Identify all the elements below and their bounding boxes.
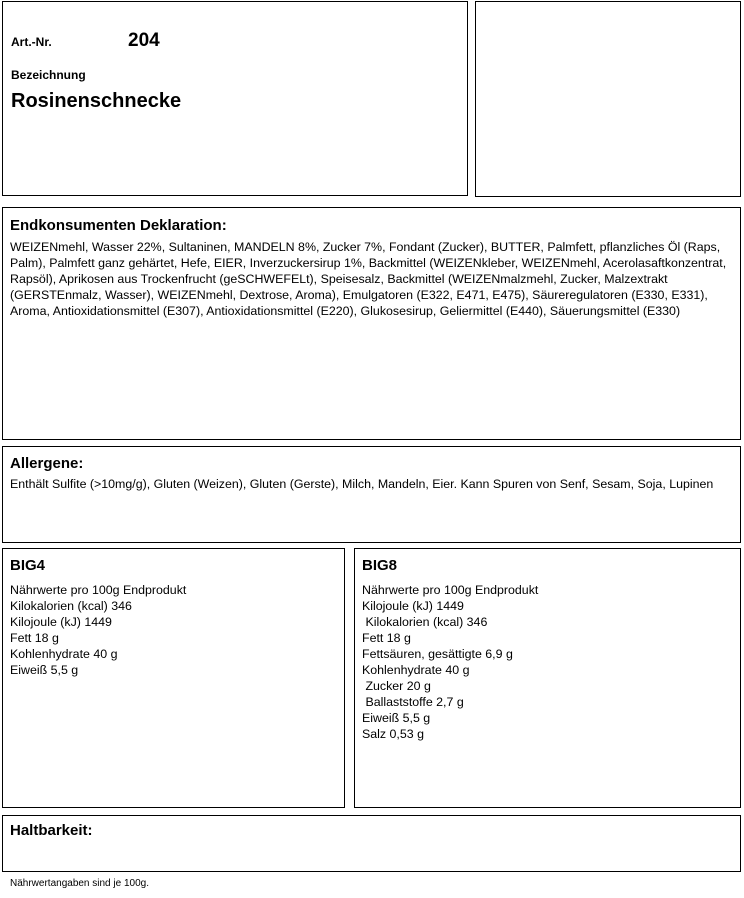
big8-line: Kilokalorien (kcal) 346: [362, 615, 488, 629]
shelf-life-heading: Haltbarkeit:: [10, 822, 93, 839]
big8-line: Salz 0,53 g: [362, 727, 424, 741]
big8-line: Zucker 20 g: [362, 679, 431, 693]
big8-line: Nährwerte pro 100g Endprodukt: [362, 583, 539, 597]
big8-line: Fett 18 g: [362, 631, 411, 645]
big8-line: Fettsäuren, gesättigte 6,9 g: [362, 647, 513, 661]
allergens-box: [2, 446, 741, 543]
big8-line: Kohlenhydrate 40 g: [362, 663, 470, 677]
allergens-heading: Allergene:: [10, 455, 84, 472]
big8-nutrition-list: [362, 582, 538, 742]
article-info-box: [2, 1, 468, 196]
product-name-label: Bezeichnung: [11, 68, 86, 82]
allergens-text: Enthält Sulfite (>10mg/g), Gluten (Weizen), Gluten (Gerste), Milch, Mandeln, Eier. Kann Spuren von Senf, Sesam, Soja, Lupinen: [10, 477, 714, 491]
article-number: 204: [128, 30, 160, 51]
declaration-heading: Endkonsumenten Deklaration:: [10, 217, 227, 234]
product-image-box: [475, 1, 741, 197]
big8-heading: BIG8: [362, 557, 398, 574]
big4-nutrition-box: [2, 548, 345, 808]
product-name: Rosinenschnecke: [11, 90, 182, 112]
declaration-box: [2, 207, 741, 440]
article-number-label: Art.-Nr.: [11, 35, 52, 49]
big4-line: Kilojoule (kJ) 1449: [10, 615, 112, 629]
big4-line: Nährwerte pro 100g Endprodukt: [10, 583, 187, 597]
big4-heading: BIG4: [10, 557, 46, 574]
big4-line: Kilokalorien (kcal) 346: [10, 599, 132, 613]
big8-line: Kilojoule (kJ) 1449: [362, 599, 464, 613]
big4-line: Kohlenhydrate 40 g: [10, 647, 118, 661]
big8-line: Eiweiß 5,5 g: [362, 711, 431, 725]
big8-line: Ballaststoffe 2,7 g: [362, 695, 464, 709]
big4-nutrition-list: [10, 582, 186, 678]
declaration-text: WEIZENmehl, Wasser 22%, Sultaninen, MANDELN 8%, Zucker 7%, Fondant (Zucker), BUTTER, Palmfett, pflanzliches Öl (Raps, Palm), Palmfett ganz gehärtet, Hefe, EIER, Inverzuckersirup 1%, Backmittel (WEIZENkleber, WEIZENmehl, Acerolasaftkonzentrat, Rapsöl), Aprikosen aus Trockenfrucht (geSCHWEFELt), Speisesalz, Backmittel (WEIZENmalzmehl, Zucker, Malzextrakt (GERSTEnmalz, Wasser), WEIZENmehl, Dextrose, Aroma), Emulgatoren (E322, E471, E475), Säureregulatoren (E330, E331), Aroma, Antioxidationsmittel (E307), Antioxidationsmittel (E220), Glukosesirup, Geliermittel (E440), Säuerungsmittel (E330): [10, 240, 727, 318]
footer-note: Nährwertangaben sind je 100g.: [10, 878, 149, 889]
big4-line: Eiweiß 5,5 g: [10, 663, 79, 677]
big8-nutrition-box: [354, 548, 741, 808]
shelf-life-box: [2, 815, 741, 872]
big4-line: Fett 18 g: [10, 631, 59, 645]
